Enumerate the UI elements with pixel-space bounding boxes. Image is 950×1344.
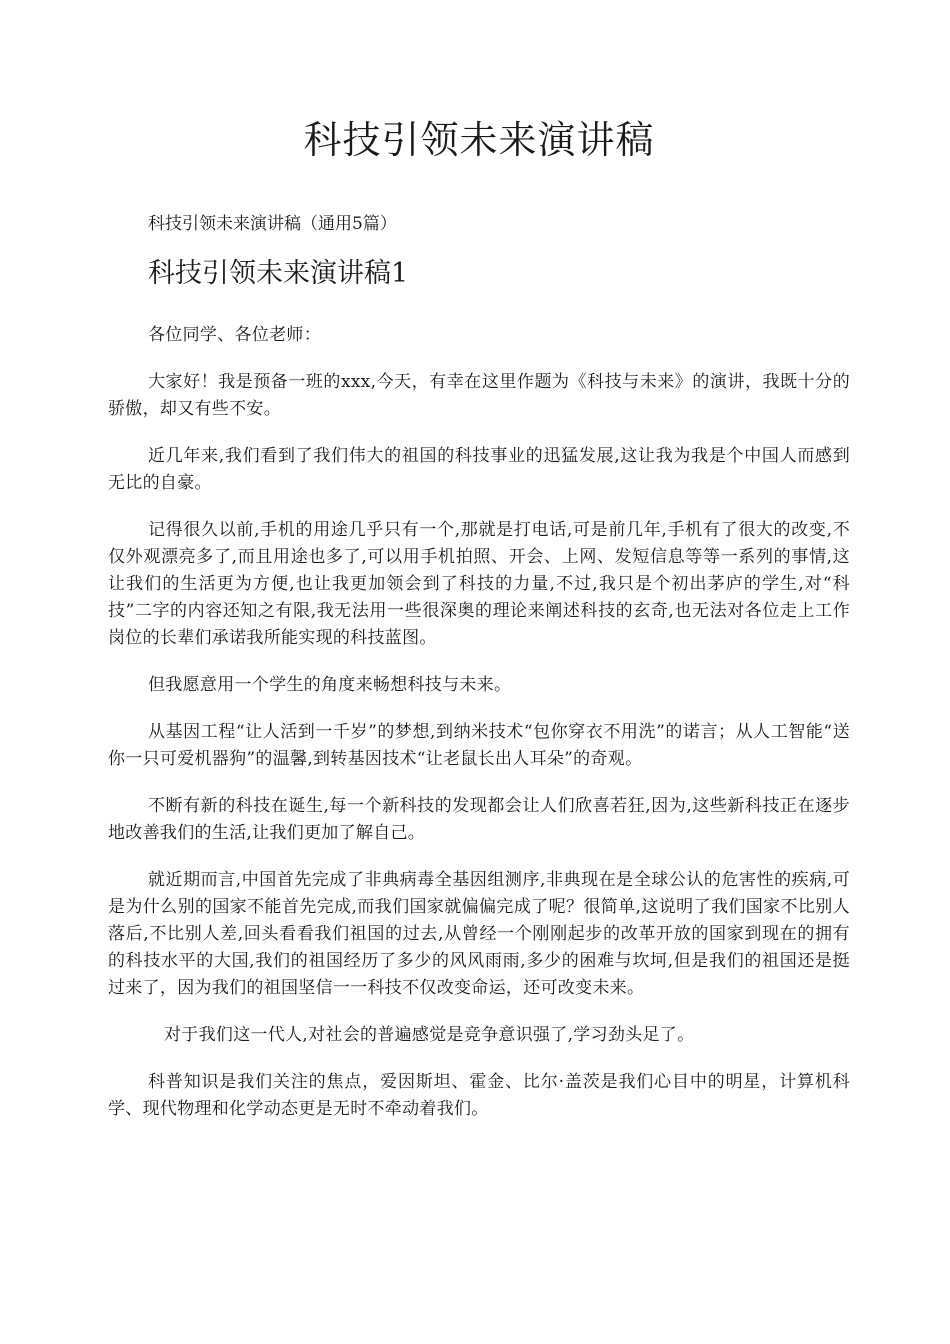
paragraph: 科普知识是我们关注的焦点，爱因斯坦、霍金、比尔·盖茨是我们心目中的明星，计算机科学、现代物理和化学动态更是无时不牵动着我们。	[108, 1072, 850, 1119]
paragraph: 大家好！我是预备一班的xxx,今天，有幸在这里作题为《科技与未来》的演讲，我既十分的骄傲，却又有些不安。	[108, 372, 850, 419]
paragraph: 从基因工程“让人活到一千岁”的梦想,到纳米技术“包你穿衣不用洗”的诺言；从人工智能“送你一只可爱机器狗”的温馨,到转基因技术“让老鼠长出人耳朵”的奇观。	[108, 722, 850, 769]
document-body	[108, 322, 850, 1143]
section-heading: 科技引领未来演讲稿1	[148, 258, 409, 289]
paragraph: 对于我们这一代人,对社会的普遍感觉是竞争意识强了,学习劲头足了。	[164, 1025, 695, 1045]
paragraph: 近几年来,我们看到了我们伟大的祖国的科技事业的迅猛发展,这让我为我是个中国人而感到无比的自豪。	[108, 446, 850, 493]
document-page	[108, 0, 850, 1344]
document-subtitle: 科技引领未来演讲稿（通用5篇）	[148, 214, 397, 234]
paragraph: 不断有新的科技在诞生,每一个新科技的发现都会让人们欣喜若狂,因为,这些新科技正在逐步地改善我们的生活,让我们更加了解自己。	[108, 796, 850, 843]
paragraph: 就近期而言,中国首先完成了非典病毒全基因组测序,非典现在是全球公认的危害性的疾病,可是为什么别的国家不能首先完成,而我们国家就偏偏完成了呢？很简单,这说明了我们国家不比别人落后,不比别人差,回头看看我们祖国的过去,从曾经一个刚刚起步的改革开放的国家到现在的拥有的科技水平的大国,我们的祖国经历了多少的风风雨雨,多少的困难与坎坷,但是我们的祖国还是挺过来了，因为我们的祖国坚信一一科技不仅改变命运，还可改变未来。	[108, 870, 850, 998]
paragraph-greeting: 各位同学、各位老师：	[148, 325, 321, 345]
document-title: 科技引领未来演讲稿	[303, 118, 655, 162]
paragraph: 但我愿意用一个学生的角度来畅想科技与未来。	[148, 675, 512, 695]
paragraph: 记得很久以前,手机的用途几乎只有一个,那就是打电话,可是前几年,手机有了很大的改变,不仅外观漂亮多了,而且用途也多了,可以用手机拍照、开会、上网、发短信息等等一系列的事情,这让我们的生活更为方便,也让我更加领会到了科技的力量,不过,我只是个初出茅庐的学生,对“科技”二字的内容还知之有限,我无法用一些很深奥的理论来阐述科技的玄奇,也无法对各位走上工作岗位的长辈们承诺我所能实现的科技蓝图。	[108, 520, 850, 648]
